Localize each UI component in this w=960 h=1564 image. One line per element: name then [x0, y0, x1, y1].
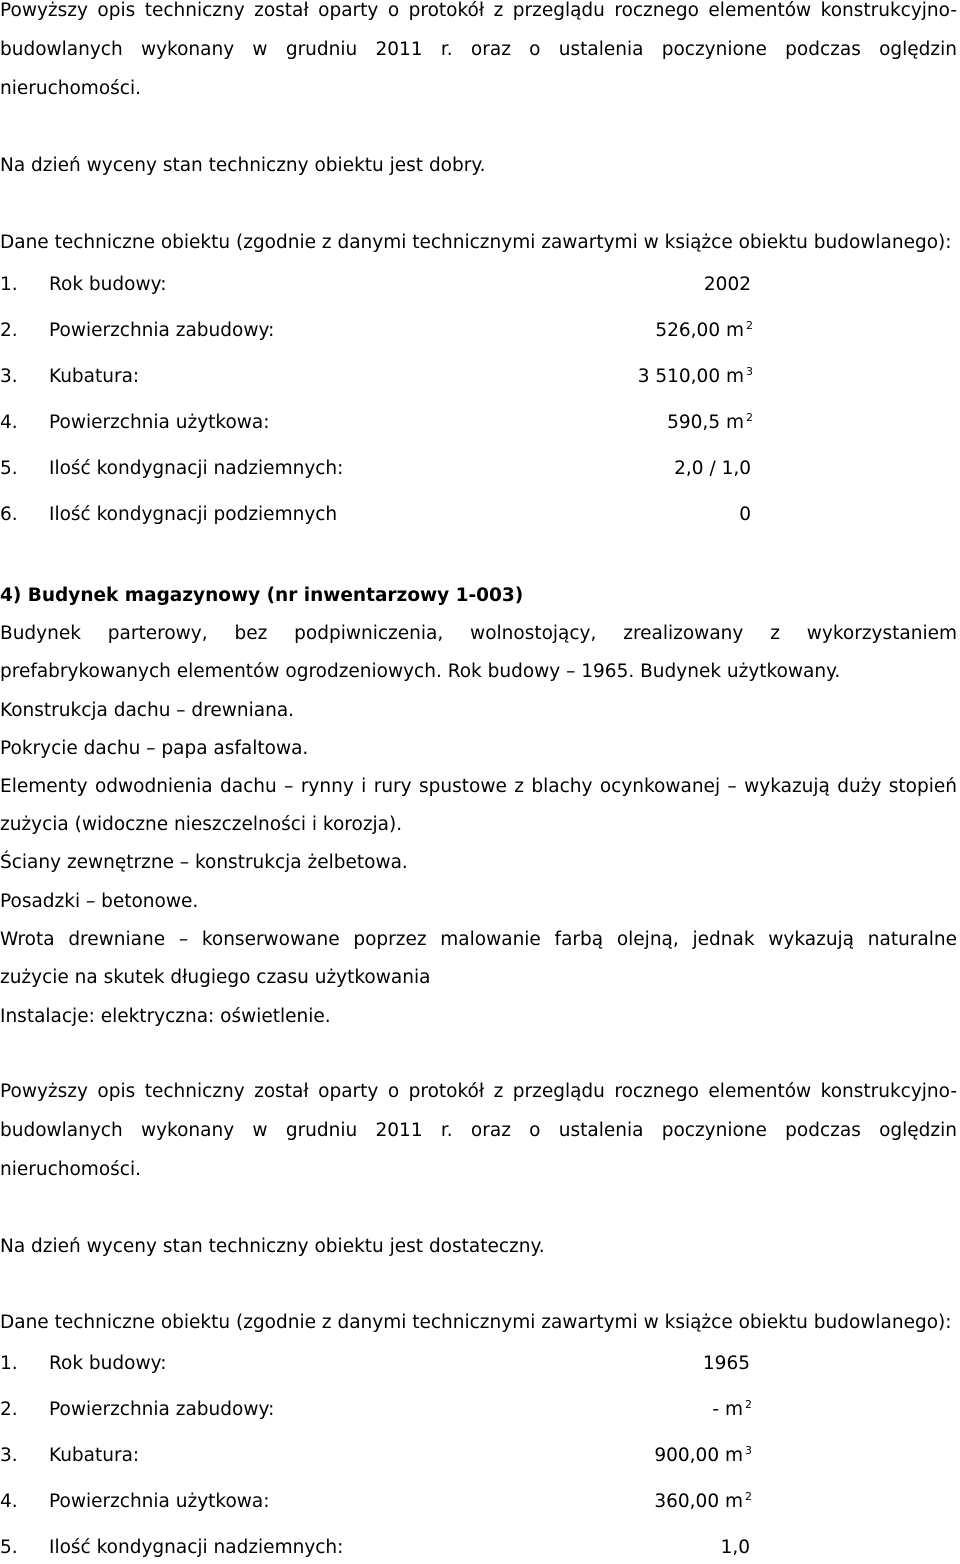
item-number: 5.: [0, 458, 18, 479]
item-number: 1.: [0, 274, 18, 295]
roof-construction: Konstrukcja dachu – drewniana.: [0, 700, 295, 721]
floors: Posadzki – betonowe.: [0, 891, 199, 912]
item-value: 360,00 m $^2$: [654, 1490, 752, 1512]
opis-paragraph-line-3: nieruchomości.: [0, 1159, 141, 1180]
technical-data-intro: Dane techniczne obiektu (zgodnie z danymi technicznymi zawartymi w książce obiektu budowlanego):: [0, 1312, 952, 1333]
drainage-line-2: zużycia (widoczne nieszczelności i korozja).: [0, 814, 403, 835]
external-walls: Ściany zewnętrzne – konstrukcja żelbetowa.: [0, 852, 408, 873]
item-number: 3.: [0, 366, 18, 387]
item-number: 4.: [0, 412, 18, 433]
item-label: Ilość kondygnacji podziemnych: [49, 504, 338, 525]
item-label: Powierzchnia zabudowy:: [49, 320, 275, 341]
section-heading: 4) Budynek magazynowy (nr inwentarzowy 1-003): [0, 585, 524, 606]
item-number: 2.: [0, 320, 18, 341]
item-label: Powierzchnia zabudowy:: [49, 1399, 275, 1420]
item-label: Ilość kondygnacji nadziemnych:: [49, 458, 344, 479]
item-value: 0: [739, 504, 751, 525]
drainage-line-1: Elementy odwodnienia dachu – rynny i rury spustowe z blachy ocynkowanej – wykazują duży stopień: [0, 776, 957, 797]
opis-paragraph-line-1: Powyższy opis techniczny został oparty o protokół z przeglądu rocznego elementów konstrukcyjno-: [0, 0, 957, 21]
item-value: 1,0: [720, 1537, 750, 1558]
opis-paragraph-line-1: Powyższy opis techniczny został oparty o protokół z przeglądu rocznego elementów konstrukcyjno-: [0, 1081, 957, 1102]
item-number: 4.: [0, 1491, 18, 1512]
opis-paragraph-line-2: budowlanych wykonany w grudniu 2011 r. oraz o ustalenia poczynione podczas oględzin: [0, 1120, 957, 1141]
item-number: 1.: [0, 1353, 18, 1374]
item-value: 590,5 m $^2$: [667, 411, 753, 433]
item-number: 5.: [0, 1537, 18, 1558]
item-value: 3 510,00 m $^3$: [637, 365, 753, 387]
item-label: Powierzchnia użytkowa:: [49, 412, 270, 433]
item-label: Powierzchnia użytkowa:: [49, 1491, 270, 1512]
item-number: 6.: [0, 504, 18, 525]
item-label: Ilość kondygnacji nadziemnych:: [49, 1537, 344, 1558]
gates-line-1: Wrota drewniane – konserwowane poprzez malowanie farbą olejną, jednak wykazują naturalne: [0, 929, 957, 950]
item-label: Kubatura:: [49, 1445, 140, 1466]
item-label: Kubatura:: [49, 366, 140, 387]
item-number: 3.: [0, 1445, 18, 1466]
item-value: 900,00 m $^3$: [654, 1444, 752, 1466]
technical-data-intro: Dane techniczne obiektu (zgodnie z danymi technicznymi zawartymi w książce obiektu budowlanego):: [0, 232, 952, 253]
item-number: 2.: [0, 1399, 18, 1420]
item-value: 2,0 / 1,0: [674, 458, 751, 479]
condition-statement: Na dzień wyceny stan techniczny obiektu jest dobry.: [0, 155, 486, 176]
item-value: 2002: [703, 274, 751, 295]
gates-line-2: zużycie na skutek długiego czasu użytkowania: [0, 967, 431, 988]
condition-statement: Na dzień wyceny stan techniczny obiektu jest dostateczny.: [0, 1236, 545, 1257]
item-value: 526,00 m $^2$: [655, 319, 753, 341]
roof-covering: Pokrycie dachu – papa asfaltowa.: [0, 738, 309, 759]
item-value: - m $^2$: [712, 1398, 752, 1420]
building-description-line-1: Budynek parterowy, bez podpiwniczenia, wolnostojący, zrealizowany z wykorzystaniem: [0, 623, 957, 644]
item-value: 1965: [702, 1353, 750, 1374]
opis-paragraph-line-2: budowlanych wykonany w grudniu 2011 r. oraz o ustalenia poczynione podczas oględzin: [0, 39, 957, 60]
item-label: Rok budowy:: [49, 274, 167, 295]
building-description-line-2: prefabrykowanych elementów ogrodzeniowych. Rok budowy – 1965. Budynek użytkowany.: [0, 661, 841, 682]
opis-paragraph-line-3: nieruchomości.: [0, 78, 141, 99]
item-label: Rok budowy:: [49, 1353, 167, 1374]
installations: Instalacje: elektryczna: oświetlenie.: [0, 1006, 331, 1027]
